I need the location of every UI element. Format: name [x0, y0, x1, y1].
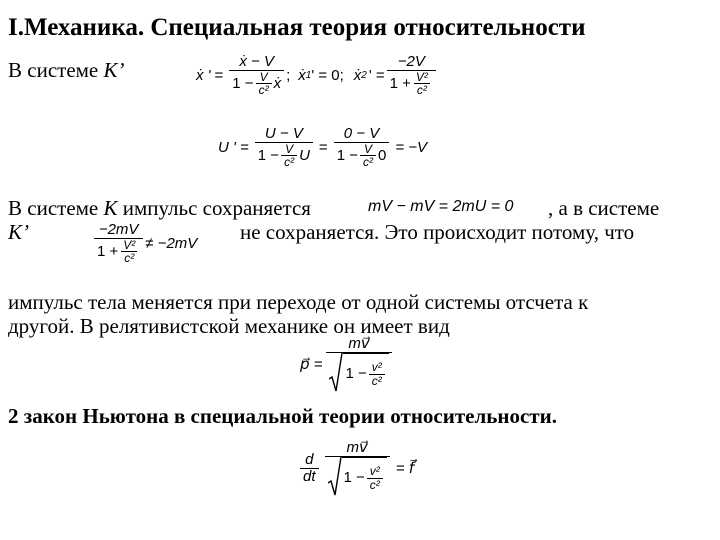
page-title: I.Механика. Специальная теория относительности — [8, 14, 586, 41]
radicand-term: 1 − — [345, 365, 367, 383]
inner-numerator: V² — [415, 69, 428, 84]
inner-denominator: c² — [256, 83, 272, 97]
inner-numerator: v² — [371, 360, 382, 375]
formula-relativistic-momentum — [300, 336, 394, 393]
fraction-numerator: mv⃗ — [346, 439, 368, 456]
formula-lhs: ẋ ' — [196, 66, 211, 84]
text-line-5: другой. В релятивистской механике он имеет вид — [8, 314, 450, 338]
radical-sign-icon — [328, 457, 342, 497]
square-root — [329, 353, 388, 393]
formula-lhs: U ' = — [218, 138, 249, 156]
inner-denominator: c² — [360, 155, 376, 169]
denominator-term: 1 − — [232, 74, 254, 92]
formula-result: ≠ −2mV — [145, 234, 198, 252]
radical-sign-icon — [329, 353, 343, 393]
fraction-denominator — [334, 142, 390, 169]
text-segment: В системе — [8, 196, 99, 220]
inner-numerator: V — [285, 141, 294, 156]
fraction-denominator — [326, 352, 391, 393]
inner-numerator: V — [259, 69, 268, 84]
x2-subscript: 2 — [361, 69, 367, 81]
denominator-term: 1 + — [97, 242, 119, 260]
fraction-denominator — [387, 70, 436, 97]
formula-rhs: = f⃗ — [395, 460, 415, 478]
fraction-denominator — [94, 238, 143, 265]
text-line-2 — [8, 196, 311, 221]
denominator-term: U — [299, 146, 310, 164]
fraction — [326, 336, 391, 393]
denominator-term: 1 − — [336, 146, 358, 164]
inner-fraction — [281, 143, 297, 169]
formula-lhs: p⃗ = — [300, 356, 323, 374]
inner-denominator: c² — [121, 251, 137, 265]
text-line-3: не сохраняется. Это происходит потому, что — [240, 220, 635, 244]
inner-denominator: c² — [369, 374, 385, 388]
text-segment: импульс сохраняется — [122, 196, 311, 220]
inner-denominator: c² — [281, 155, 297, 169]
separator: ; — [286, 66, 291, 84]
formula-u-transform — [218, 126, 431, 169]
frame-k: К — [103, 196, 118, 220]
fraction — [325, 440, 390, 497]
fraction — [229, 54, 284, 97]
text-line-2-end: , а в системе — [548, 196, 660, 220]
fraction-numerator: ẋ − V — [239, 53, 274, 70]
inner-denominator: c² — [367, 478, 383, 492]
section-heading-newton: 2 закон Ньютона в специальной теории относительности. — [8, 404, 557, 428]
fraction — [334, 126, 390, 169]
frame-k-prime-2: К’ — [8, 220, 29, 244]
denominator-term: 1 − — [257, 146, 280, 164]
fraction-numerator: mv⃗ — [348, 335, 370, 352]
derivative-operator — [300, 452, 319, 485]
radicand — [343, 353, 388, 393]
fraction-numerator: U − V — [264, 125, 303, 142]
fraction-denominator — [229, 70, 284, 97]
text-segment: В системе — [8, 58, 99, 82]
x2-symbol: ẋ — [353, 66, 362, 84]
x1-symbol: ẋ — [298, 66, 306, 84]
fraction-numerator: −2mV — [98, 221, 139, 238]
frame-k-prime: К’ — [103, 58, 125, 82]
inner-fraction — [120, 239, 138, 265]
inner-fraction — [367, 465, 383, 491]
text-line-4: импульс тела меняется при переходе от одной системы отсчета к — [8, 290, 589, 314]
square-root — [328, 457, 387, 497]
inner-numerator: V — [363, 141, 372, 156]
formula-momentum-kprime — [92, 222, 197, 265]
x1-subscript: 1 — [305, 69, 312, 81]
text-line-1 — [8, 58, 124, 83]
fraction — [387, 54, 436, 97]
derivative-d: d — [305, 451, 314, 469]
x2-eq: ' = — [368, 66, 385, 84]
formula-velocity-transform: ẋ ' = ẋ − V 1 − $\frac{V}{\text{c²}}$ ẋ ; ẋ 1 ' = 0; ẋ 2 ' = −2V 1 + $\frac{\text{V²}}{\text{c²}}$ — [196, 54, 438, 97]
denominator-term: 0 — [377, 146, 387, 164]
inner-fraction — [360, 143, 376, 169]
fraction-numerator: −2V — [397, 53, 425, 70]
inner-fraction — [413, 71, 431, 97]
denominator-term: ẋ — [273, 74, 282, 92]
inner-fraction — [369, 361, 385, 387]
inner-numerator: V² — [123, 237, 136, 252]
formula-result: = −V — [395, 138, 428, 156]
radicand — [342, 457, 387, 497]
inner-numerator: v² — [369, 464, 380, 479]
formula-newton-second-law — [298, 440, 414, 497]
inner-fraction — [256, 71, 272, 97]
x1-value: ' = 0; — [311, 66, 344, 84]
fraction — [94, 222, 143, 265]
inner-denominator: c² — [414, 83, 430, 97]
fraction-denominator — [325, 456, 390, 497]
fraction-numerator: 0 − V — [343, 125, 380, 142]
fraction — [255, 126, 313, 169]
equals-sign: = — [318, 138, 328, 156]
fraction-denominator — [255, 142, 313, 169]
derivative-dt: dt — [300, 468, 319, 485]
formula-momentum-k: mV − mV = 2mU = 0 — [368, 198, 514, 215]
denominator-term: 1 + — [389, 74, 411, 92]
radicand-term: 1 − — [343, 469, 365, 487]
